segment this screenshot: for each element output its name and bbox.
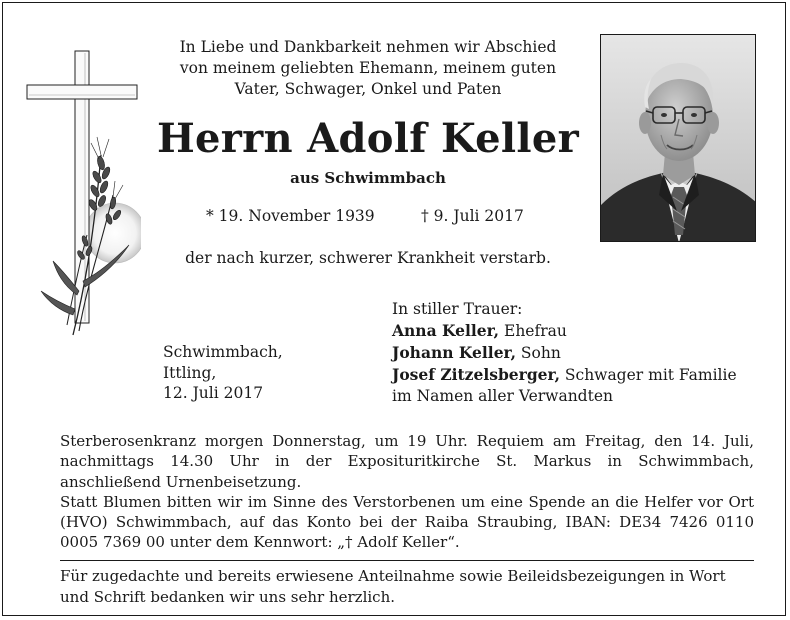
intro-text xyxy=(153,37,583,100)
mourner-entry xyxy=(392,364,737,386)
mourner-entry xyxy=(392,320,737,342)
intro-line: In Liebe und Dankbarkeit nehmen wir Abschied xyxy=(179,38,557,56)
rosary-requiem-note: Sterberosenkranz morgen Donnerstag, um 19 Uhr. Requiem am Freitag, den 14. Juli, nachmittags 14.30 Uhr in der Exposituritkirche St. Markus in Schwimmbach, anschließend Urnenbeisetzung. xyxy=(60,432,754,491)
mourner-relation: Ehefrau xyxy=(499,322,567,340)
mourner-relation: Sohn xyxy=(516,344,561,362)
mourners-closing: im Namen aller Verwandten xyxy=(392,387,613,405)
death-date: † 9. Juli 2017 xyxy=(421,207,524,225)
place-line: Ittling, xyxy=(163,363,217,382)
mourner-entry xyxy=(392,342,737,364)
place-and-date xyxy=(163,342,283,404)
mourner-name: Johann Keller, xyxy=(392,343,516,362)
deceased-origin: aus Schwimmbach xyxy=(290,169,446,187)
divider xyxy=(60,560,754,561)
mourner-name: Anna Keller, xyxy=(392,321,500,340)
mourners-heading: In stiller Trauer: xyxy=(392,300,523,318)
service-notes xyxy=(60,431,754,553)
cross-with-wheat-icon xyxy=(23,45,141,345)
portrait-photo xyxy=(600,34,756,242)
portrait-icon xyxy=(601,35,756,242)
thanks-text: Für zugedachte und bereits erwiesene Anteilnahme sowie Beileidsbezeigungen in Wort und Schrift bedanken wir uns sehr herzlich. xyxy=(60,567,726,606)
obituary-card xyxy=(2,2,786,616)
mourner-name: Josef Zitzelsberger, xyxy=(392,365,560,384)
deceased-name: Herrn Adolf Keller xyxy=(156,115,580,162)
intro-line: Vater, Schwager, Onkel und Paten xyxy=(234,80,502,98)
mourners-list xyxy=(392,299,737,407)
intro-line: von meinem geliebten Ehemann, meinem guten xyxy=(179,59,557,77)
mourner-relation: Schwager mit Familie xyxy=(559,366,737,384)
place-line: Schwimmbach, xyxy=(163,343,283,361)
cause-line: der nach kurzer, schwerer Krankheit verstarb. xyxy=(185,249,551,267)
date-line: 12. Juli 2017 xyxy=(163,384,264,402)
donation-note: Statt Blumen bitten wir im Sinne des Verstorbenen um eine Spende an die Helfer vor Ort (HVO) Schwimmbach, auf das Konto bei der Raiba Straubing, IBAN: DE34 7426 0110 0005 7369 00 unter dem Kennwort: „† Adolf Keller“. xyxy=(60,492,754,552)
birth-date: * 19. November 1939 xyxy=(206,207,375,225)
